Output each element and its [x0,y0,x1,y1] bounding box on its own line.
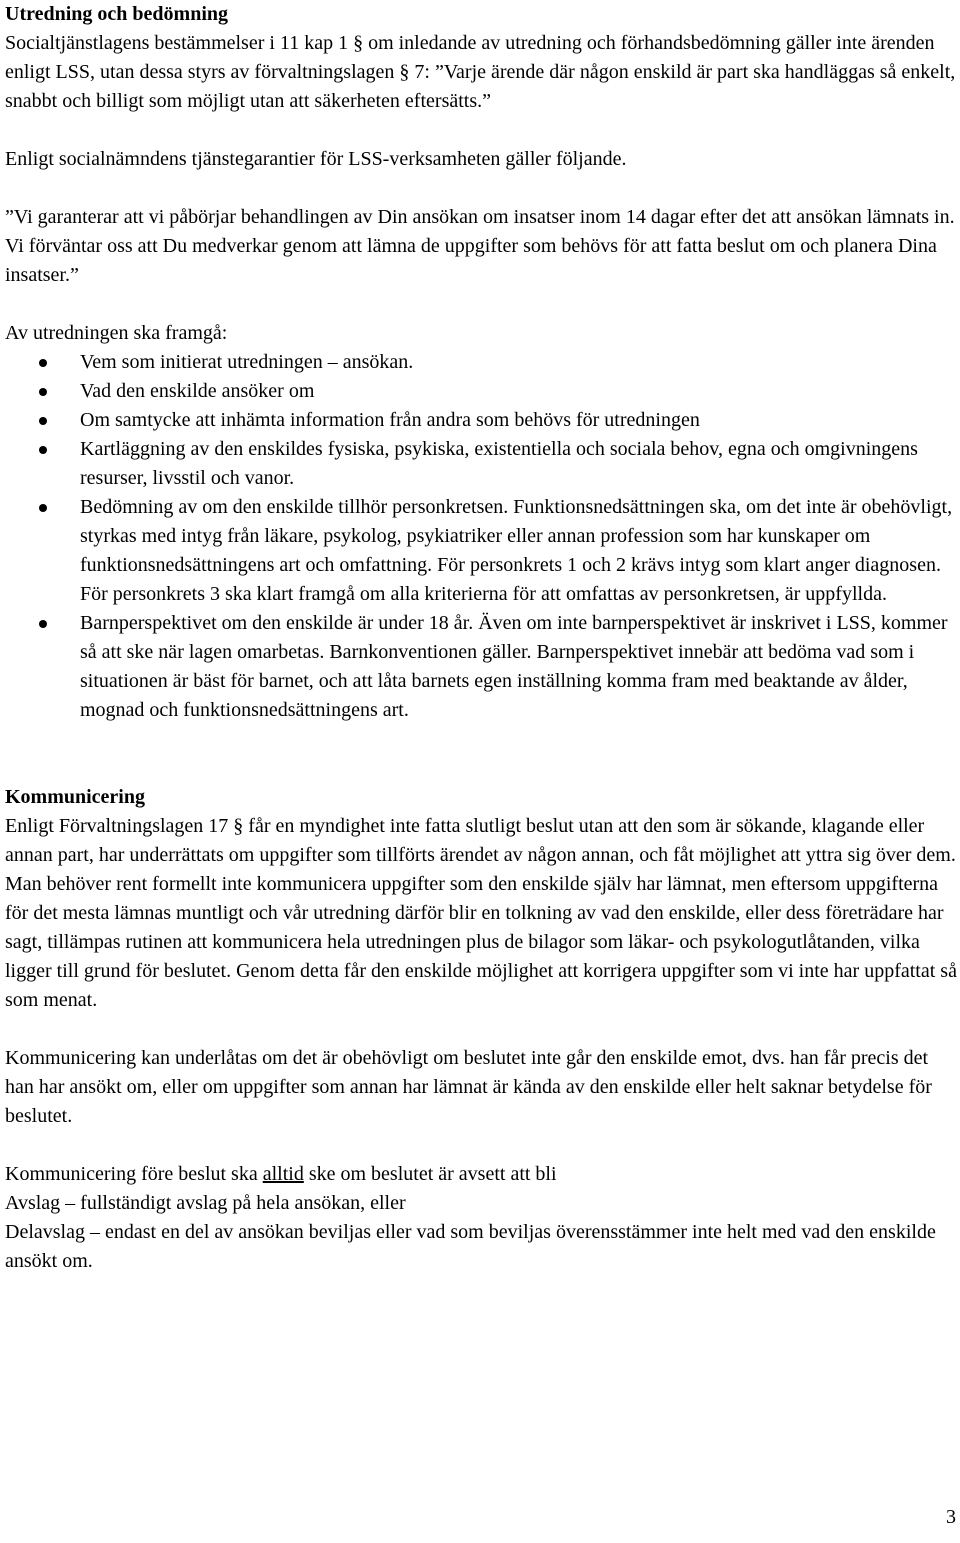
rule-text-emphasis: alltid [262,1163,304,1185]
bullet-icon [39,620,47,628]
guarantee-quote: ”Vi garanterar att vi påbörjar behandlingen av Din ansökan om insatser inom 14 dagar efter det att ansökan lämnats in. Vi förväntar oss att Du medverkar genom att lämna de uppgifter som behövs för att fatta beslut om och planera Dina insatser.” [5,206,955,286]
section-heading-kommunicering: Kommunicering [5,786,145,808]
spacer [5,725,957,783]
kommunicering-paragraph-3: Kommunicering kan underlåtas om det är obehövligt om beslutet inte går den enskilde emot, dvs. han får precis det han har ansökt om, eller om uppgifter som annan har lämnat är kända av den enskilde eller helt saknar betydelse för beslutet. [5,1047,932,1127]
delavslag-line: Delavslag – endast en del av ansökan beviljas eller vad som beviljas överensstämmer inte helt med vad den enskilde ansökt om. [5,1221,936,1272]
list-item [5,609,957,725]
kommunicering-paragraph-2: Man behöver rent formellt inte kommunicera uppgifter som den enskilde själv har lämnat, men eftersom uppgifterna för det mesta lämnas muntligt och vår utredning därför blir en tolkning av vad den enskilde, eller dess företrädare har sagt, tillämpas rutinen att kommunicera hela utredningen plus de bilagor som läkar- och psykologutlåtanden, vilka ligger till grund för beslutet. Genom detta får den enskilde möjlighet att korrigera uppgifter som vi inte har uppfattat så som menat. [5,873,957,1011]
list-item [5,406,957,435]
list-item [5,435,957,493]
list-item-text: Barnperspektivet om den enskilde är under 18 år. Även om inte barnperspektivet är inskrivet i LSS, kommer så att ske när lagen omarbetas. Barnkonventionen gäller. Barnperspektivet innebär att bedöma vad som i situationen är bäst för barnet, och att låta barnets egen inställning komma fram med beaktande av ålder, mognad och funktionsnedsättningens art. [80,612,948,721]
spacer [5,1131,957,1160]
guarantee-intro: Enligt socialnämndens tjänstegarantier för LSS-verksamheten gäller följande. [5,148,627,170]
bullet-icon [39,359,47,367]
spacer [5,116,957,145]
rule-text-start: Kommunicering före beslut ska [5,1163,263,1185]
list-item-text: Vem som initierat utredningen – ansökan. [80,351,414,373]
spacer [5,174,957,203]
bullet-icon [39,504,47,512]
section-heading-utredning: Utredning och bedömning [5,3,229,25]
spacer [5,1015,957,1044]
list-item-text: Vad den enskilde ansöker om [80,380,315,402]
rule-text-end: ske om beslutet är avsett att bli [303,1163,557,1185]
avslag-line: Avslag – fullständigt avslag på hela ansökan, eller [5,1192,406,1214]
list-item [5,377,957,406]
intro-paragraph: Socialtjänstlagens bestämmelser i 11 kap 1 § om inledande av utredning och förhandsbedömning gäller inte ärenden enligt LSS, utan dessa styrs av förvaltningslagen § 7: ”Varje ärende där någon enskild är part ska handläggas så enkelt, snabbt och billigt som möjligt utan att säkerheten eftersätts.” [5,32,956,112]
list-item-text: Kartläggning av den enskildes fysiska, psykiska, existentiella och sociala behov, egna och omgivningens resurser, livsstil och vanor. [80,438,918,489]
kommunicering-paragraph-1: Enligt Förvaltningslagen 17 § får en myndighet inte fatta slutligt beslut utan att den som är sökande, klagande eller annan part, har underrättats om uppgifter som tillförts ärendet av någon annan, och fåt möjlighet att yttra sig över dem. [5,815,956,866]
list-item-text: Bedömning av om den enskilde tillhör personkretsen. Funktionsnedsättningen ska, om det inte är obehövligt, styrkas med intyg från läkare, psykolog, psykiatriker eller annan profession som har kunskaper om funktionsnedsättningens art och omfattning. För personkrets 1 och 2 krävs intyg som klart anger diagnosen. För personkrets 3 ska klart framgå om alla kriterierna för att omfattas av personkretsen, är uppfyllda. [80,496,953,605]
bullet-icon [39,388,47,396]
spacer [5,290,957,319]
bullet-icon [39,446,47,454]
list-item [5,348,957,377]
requirements-list [5,348,957,725]
list-item-text: Om samtycke att inhämta information från andra som behövs för utredningen [80,409,700,431]
document-page [5,0,957,1276]
kommunicering-rule-line [5,1160,957,1189]
list-item [5,493,957,609]
page-number: 3 [946,1506,956,1528]
bullet-icon [39,417,47,425]
list-intro: Av utredningen ska framgå: [5,322,228,344]
